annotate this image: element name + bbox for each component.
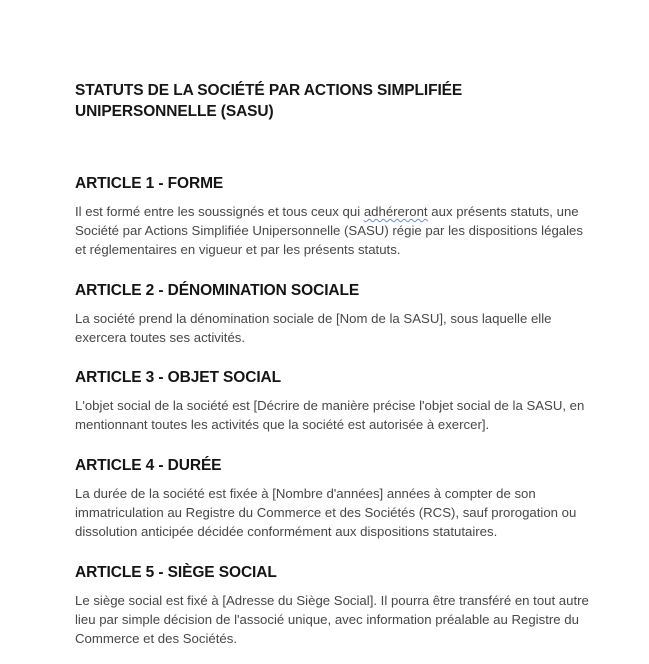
document-title [75,80,462,122]
article-2-body[interactable]: La société prend la dénomination sociale de [Nom de la SASU], sous laquelle elle exercera toutes ses activités. [75,311,552,345]
article-4 [75,456,595,541]
title-line-2: UNIPERSONNELLE (SASU) [75,103,274,120]
article-5-heading: ARTICLE 5 - SIÈGE SOCIAL [75,564,277,581]
article-1-text-end: aux présents statuts, une Société par Actions Simplifiée Unipersonnelle (SASU) régie par les dispositions légales et réglementaires en vigueur et par les présents statuts. [75,204,583,257]
title-line-1: STATUTS DE LA SOCIÉTÉ PAR ACTIONS SIMPLIFIÉE [75,82,463,99]
article-3-body[interactable]: L'objet social de la société est [Décrire de manière précise l'objet social de la SASU, en mentionnant toutes les activités que la société est autorisée à exercer]. [75,398,585,432]
article-1-text-start: Il est formé entre les soussignés et tous ceux qui [75,204,364,219]
article-5-body[interactable]: Le siège social est fixé à [Adresse du Siège Social]. Il pourra être transféré en tout autre lieu par simple décision de l'associé unique, avec information préalable au Registre du Commerce et des Sociétés. [75,593,589,646]
article-1 [75,174,595,259]
article-5 [75,563,595,648]
article-4-body[interactable]: La durée de la société est fixée à [Nombre d'années] années à compter de son immatriculation au Registre du Commerce et des Sociétés (RCS), sauf prorogation ou dissolution anticipée décidée conformément aux dispositions statutaires. [75,486,577,539]
article-1-body[interactable] [75,202,595,259]
article-3 [75,368,595,434]
article-3-heading: ARTICLE 3 - OBJET SOCIAL [75,369,282,386]
spellcheck-flagged-word[interactable]: adhéreront [363,204,428,219]
article-2 [75,281,595,347]
article-4-heading: ARTICLE 4 - DURÉE [75,457,222,474]
article-1-heading: ARTICLE 1 - FORME [75,175,224,192]
article-2-heading: ARTICLE 2 - DÉNOMINATION SOCIALE [75,282,360,299]
